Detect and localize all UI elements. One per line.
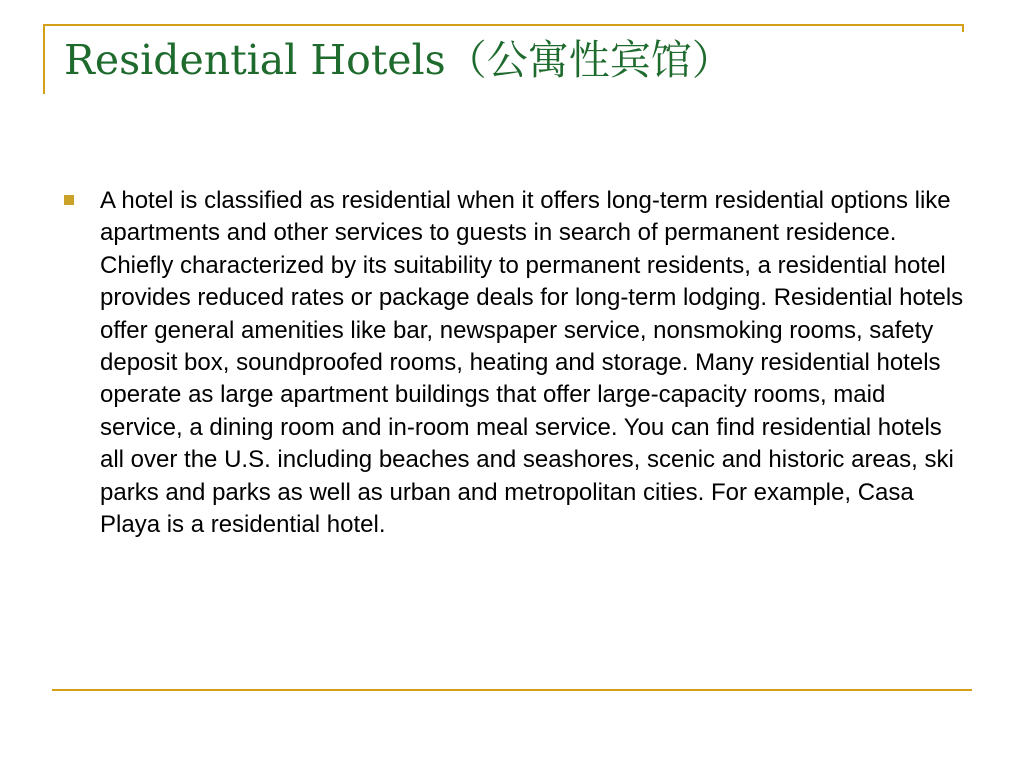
slide-title: Residential Hotels（公寓性宾馆） <box>64 36 733 84</box>
top-divider-line <box>43 24 964 26</box>
right-accent-tick <box>962 24 964 32</box>
left-accent-line <box>43 24 45 94</box>
bottom-divider-line <box>52 689 972 691</box>
bullet-list <box>64 185 964 541</box>
square-bullet-icon <box>64 195 74 205</box>
bullet-text: A hotel is classified as residential when it offers long-term residential options like apartments and other services to guests in search of permanent residence. Chiefly characterized by its suitability to permanent residents, a residential hotel provides reduced rates or package deals for long-term lodging. Residential hotels offer general amenities like bar, newspaper service, nonsmoking rooms, safety deposit box, soundproofed rooms, heating and storage. Many residential hotels operate as large apartment buildings that offer large-capacity rooms, maid service, a dining room and in-room meal service. You can find residential hotels all over the U.S. including beaches and seashores, scenic and historic areas, ski parks and parks as well as urban and metropolitan cities. For example, Casa Playa is a residential hotel. <box>100 187 964 539</box>
